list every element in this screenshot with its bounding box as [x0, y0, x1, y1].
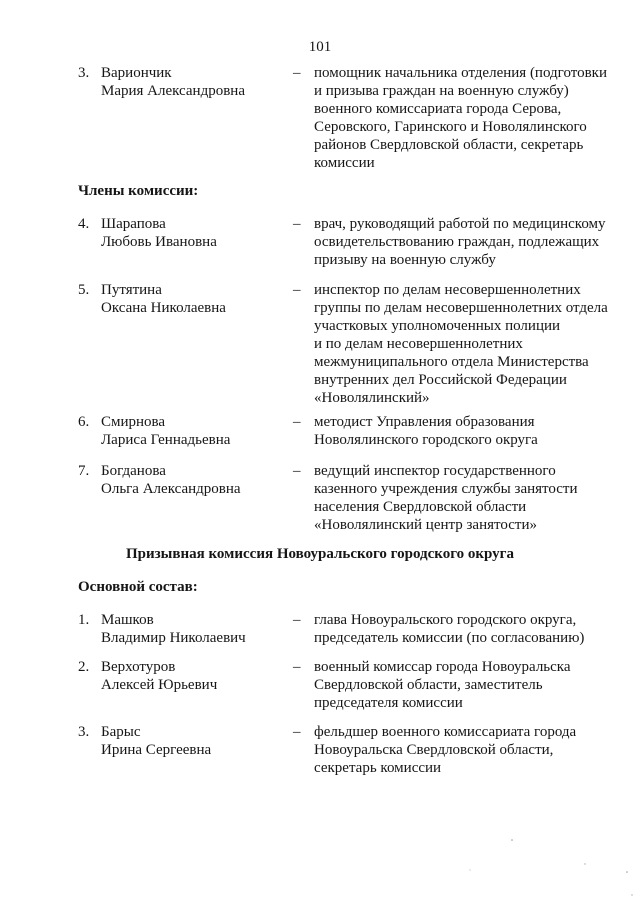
surname: Верхотуров [101, 659, 176, 675]
surname: Шарапова [101, 216, 166, 232]
given-names: Алексей Юрьевич [101, 677, 218, 693]
surname: Богданова [101, 463, 166, 479]
main-composition-heading: Основной состав: [78, 579, 198, 595]
entry-number: 2. [78, 659, 90, 675]
entry-number: 3. [78, 65, 90, 81]
entry-number: 3. [78, 724, 90, 740]
entry-number: 5. [78, 282, 90, 298]
role-line: населения Свердловской области [314, 499, 527, 515]
role-line: председатель комиссии (по согласованию) [314, 630, 585, 646]
role-line: военного комиссариата города Серова, [314, 101, 562, 117]
dash: – [293, 216, 301, 232]
role-line: районов Свердловской области, секретарь [314, 137, 584, 153]
role-line: и по делам несовершеннолетних [314, 336, 523, 352]
role-line: фельдшер военного комиссариата города [314, 724, 577, 740]
given-names: Оксана Николаевна [101, 300, 226, 316]
role-line: Серовского, Гаринского и Новолялинского [314, 119, 587, 135]
given-names: Мария Александровна [101, 83, 245, 99]
dash: – [293, 463, 301, 479]
given-names: Ирина Сергеевна [101, 742, 212, 758]
given-names: Любовь Ивановна [101, 234, 217, 250]
role-line: глава Новоуральского городского округа, [314, 612, 577, 628]
role-line: помощник начальника отделения (подготовки [314, 65, 607, 81]
role-line: участковых уполномоченных полиции [314, 318, 561, 334]
surname: Вариончик [101, 65, 172, 81]
commission-title: Призывная комиссия Новоуральского городского округа [125, 546, 514, 562]
dash: – [293, 724, 301, 740]
role-line: Новоуральска Свердловской области, [314, 742, 554, 758]
entry-number: 4. [78, 216, 90, 232]
entry-number: 6. [78, 414, 90, 430]
role-line: врач, руководящий работой по медицинскому [314, 216, 606, 232]
role-line: освидетельствованию граждан, подлежащих [314, 234, 600, 250]
role-line: инспектор по делам несовершеннолетних [314, 282, 581, 298]
surname: Смирнова [101, 414, 166, 430]
members-heading: Члены комиссии: [78, 183, 199, 199]
given-names: Ольга Александровна [101, 481, 241, 497]
surname: Барыс [101, 724, 141, 740]
dash: – [293, 414, 301, 430]
role-line: призыву на военную службу [314, 252, 496, 268]
dash: – [293, 659, 301, 675]
role-line: Свердловской области, заместитель [314, 677, 543, 693]
dash: – [293, 612, 301, 628]
given-names: Владимир Николаевич [101, 630, 246, 646]
role-line: внутренних дел Российской Федерации [314, 372, 567, 388]
role-line: председателя комиссии [314, 695, 463, 711]
role-line: ведущий инспектор государственного [314, 463, 556, 479]
role-line: «Новолялинский» [314, 390, 430, 406]
role-line: казенного учреждения службы занятости [314, 481, 578, 497]
role-line: комиссии [314, 155, 375, 171]
entry-number: 7. [78, 463, 90, 479]
role-line: группы по делам несовершеннолетних отдела [314, 300, 608, 316]
entry-number: 1. [78, 612, 90, 628]
dash: – [293, 282, 301, 298]
role-line: военный комиссар города Новоуральска [314, 659, 571, 675]
role-line: «Новолялинский центр занятости» [314, 517, 537, 533]
page-number: 101 [308, 39, 332, 55]
role-line: межмуниципального отдела Министерства [314, 354, 589, 370]
dash: – [293, 65, 301, 81]
surname: Путятина [101, 282, 162, 298]
role-line: Новолялинского городского округа [314, 432, 538, 448]
role-line: методист Управления образования [314, 414, 535, 430]
role-line: и призыва граждан на военную службу) [314, 83, 569, 99]
given-names: Лариса Геннадьевна [101, 432, 231, 448]
role-line: секретарь комиссии [314, 760, 442, 776]
surname: Машков [101, 612, 154, 628]
